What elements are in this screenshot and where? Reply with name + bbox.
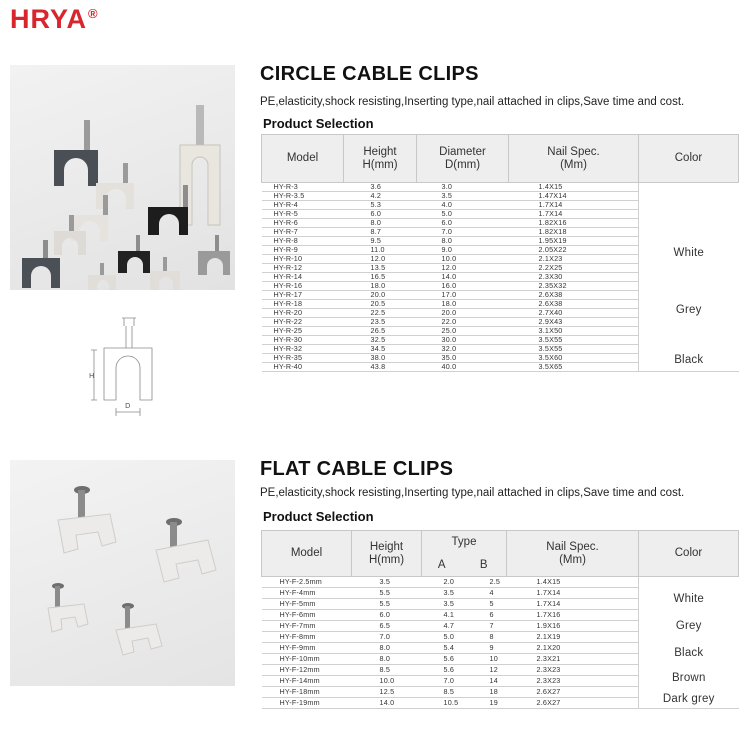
height-cell: 23.5 [344,318,417,327]
height-cell: 38.0 [344,354,417,363]
type-b-cell: 19 [462,698,507,709]
nail-spec-cell: 2.3X23 [507,676,639,687]
color-option: Dark grey [662,693,715,705]
flat-col-height [352,531,422,577]
flat-section-title: FLAT CABLE CLIPS [260,458,454,480]
type-a-cell: 7.0 [422,676,462,687]
diameter-cell: 20.0 [417,309,509,318]
nail-spec-cell: 2.3X23 [507,665,639,676]
flat-clip-1 [58,486,116,553]
type-b-cell: 7 [462,621,507,632]
height-cell: 34.5 [344,345,417,354]
nail-spec-cell: 2.3X30 [509,273,639,282]
col-diameter-line1: Diameter [439,145,486,158]
nail-spec-cell: 1.9X16 [507,621,639,632]
model-cell: HY-R-3 [262,183,344,192]
color-option: White [673,593,704,605]
height-cell: 20.0 [344,291,417,300]
nail-spec-cell: 2.9X43 [509,318,639,327]
height-cell: 26.5 [344,327,417,336]
diameter-cell: 3.0 [417,183,509,192]
diameter-cell: 40.0 [417,363,509,372]
model-cell: HY-F-10mm [262,654,352,665]
diameter-cell: 9.0 [417,246,509,255]
model-cell: HY-F-8mm [262,632,352,643]
height-cell: 8.5 [352,665,422,676]
nail-spec-cell: 1.7X14 [509,201,639,210]
height-cell: 11.0 [344,246,417,255]
height-cell: 8.0 [344,219,417,228]
flat-spec-table [261,530,739,709]
model-cell: HY-R-35 [262,354,344,363]
nail-spec-cell: 1.4X15 [509,183,639,192]
grey-clip-right [198,235,230,275]
diameter-cell: 12.0 [417,264,509,273]
color-option: White [673,247,704,259]
diameter-cell: 22.0 [417,318,509,327]
flat-selection-label: Product Selection [263,509,374,524]
white-clip-bottom [150,257,180,290]
col-nail-line2: (Mm) [560,158,587,171]
flat-col-type: Type [422,531,507,555]
type-a-cell: 2.0 [422,577,462,588]
type-a-cell: 3.5 [422,588,462,599]
col-color: Color [639,135,739,183]
nail-spec-cell: 3.5X65 [509,363,639,372]
model-cell: HY-R-17 [262,291,344,300]
circle-spec-table [261,134,739,372]
nail-spec-cell: 2.1X20 [507,643,639,654]
height-cell: 12.0 [344,255,417,264]
diameter-cell: 14.0 [417,273,509,282]
model-cell: HY-F-2.5mm [262,577,352,588]
flat-description: PE,elasticity,shock resisting,Inserting type,nail attached in clips,Save time and cost. [260,487,685,499]
nail-spec-cell: 1.82X18 [509,228,639,237]
model-cell: HY-R-20 [262,309,344,318]
model-cell: HY-R-4 [262,201,344,210]
nail-spec-cell: 2.7X40 [509,309,639,318]
circle-clips-illustration [10,65,235,290]
height-cell: 3.6 [344,183,417,192]
type-a-cell: 4.1 [422,610,462,621]
color-option: Black [674,647,704,659]
model-cell: HY-R-5 [262,210,344,219]
height-cell: 5.3 [344,201,417,210]
nail-spec-cell: 2.1X19 [507,632,639,643]
model-cell: HY-R-3.5 [262,192,344,201]
type-a-cell: 5.4 [422,643,462,654]
model-cell: HY-R-30 [262,336,344,345]
diameter-cell: 5.0 [417,210,509,219]
nail-spec-cell: 3.5X60 [509,354,639,363]
model-cell: HY-R-32 [262,345,344,354]
diameter-cell: 35.0 [417,354,509,363]
nail-spec-cell: 1.7X14 [507,599,639,610]
model-cell: HY-R-9 [262,246,344,255]
nail-spec-cell: 1.95X19 [509,237,639,246]
circle-selection-label: Product Selection [263,116,374,131]
type-b-cell: 8 [462,632,507,643]
height-cell: 16.5 [344,273,417,282]
nail-spec-cell: 2.6X38 [509,300,639,309]
color-option: Black [674,354,704,366]
model-cell: HY-F-9mm [262,643,352,654]
height-cell: 20.5 [344,300,417,309]
nail-spec-cell: 1.47X14 [509,192,639,201]
circle-clips-photo [10,65,235,290]
dimension-h-label: H [89,372,95,380]
black-clip-small [118,235,150,273]
color-option: Grey [675,620,702,632]
color-option: Grey [675,304,702,316]
type-a-cell: 4.7 [422,621,462,632]
nail-spec-cell: 2.3X21 [507,654,639,665]
model-cell: HY-F-18mm [262,687,352,698]
diameter-cell: 17.0 [417,291,509,300]
model-cell: HY-R-18 [262,300,344,309]
nail-spec-cell: 1.4X15 [507,577,639,588]
type-a-cell: 10.5 [422,698,462,709]
height-cell: 22.5 [344,309,417,318]
type-a-cell: 8.5 [422,687,462,698]
type-a-cell: 3.5 [422,599,462,610]
height-cell: 6.5 [352,621,422,632]
model-cell: HY-F-19mm [262,698,352,709]
nail-spec-cell: 2.6X38 [509,291,639,300]
circle-color-cell [639,183,739,372]
model-cell: HY-R-25 [262,327,344,336]
height-cell: 10.0 [352,676,422,687]
circle-clip-dimension-diagram [80,308,180,420]
type-b-cell: 2.5 [462,577,507,588]
type-b-cell: 5 [462,599,507,610]
type-b-cell: 6 [462,610,507,621]
white-clip-1 [96,163,134,209]
white-clip-bottom-left [88,263,116,290]
registered-mark: ® [88,6,99,21]
height-cell: 4.2 [344,192,417,201]
flat-clips-photo [10,460,235,686]
flat-clip-2 [156,518,216,582]
flat-col-height-line1: Height [369,540,404,553]
nail-spec-cell: 2.2X25 [509,264,639,273]
nail-spec-cell: 3.5X55 [509,345,639,354]
nail-spec-cell: 1.7X16 [507,610,639,621]
height-cell: 8.7 [344,228,417,237]
height-cell: 18.0 [344,282,417,291]
nail-spec-cell: 2.35X32 [509,282,639,291]
type-a-cell: 5.0 [422,632,462,643]
nail-spec-cell: 2.1X23 [509,255,639,264]
type-b-cell: 4 [462,588,507,599]
nail-spec-cell: 3.5X55 [509,336,639,345]
diameter-cell: 4.0 [417,201,509,210]
model-cell: HY-F-12mm [262,665,352,676]
model-cell: HY-R-8 [262,237,344,246]
model-cell: HY-F-6mm [262,610,352,621]
nail-spec-cell: 1.82X16 [509,219,639,228]
height-cell: 14.0 [352,698,422,709]
height-cell: 32.5 [344,336,417,345]
flat-col-type-b: B [462,555,507,577]
col-diameter [417,135,509,183]
height-cell: 5.5 [352,599,422,610]
model-cell: HY-R-6 [262,219,344,228]
diameter-cell: 25.0 [417,327,509,336]
col-height-line2: H(mm) [362,158,398,171]
color-option: Brown [671,672,706,684]
model-cell: HY-R-10 [262,255,344,264]
diameter-cell: 6.0 [417,219,509,228]
flat-table-body [262,577,739,709]
type-b-cell: 14 [462,676,507,687]
grey-clip-large [54,120,98,186]
diameter-cell: 30.0 [417,336,509,345]
type-b-cell: 9 [462,643,507,654]
type-b-cell: 10 [462,654,507,665]
nail-spec-cell: 1.7X14 [507,588,639,599]
model-cell: HY-F-14mm [262,676,352,687]
type-b-cell: 18 [462,687,507,698]
brand-logo [10,4,98,35]
height-cell: 12.5 [352,687,422,698]
height-cell: 7.0 [352,632,422,643]
nail-spec-cell: 2.6X27 [507,698,639,709]
col-nail-spec [509,135,639,183]
dimension-d-label: D [125,402,131,410]
diameter-cell: 8.0 [417,237,509,246]
flat-col-nail-line1: Nail Spec. [546,540,599,553]
flat-col-color: Color [639,531,739,577]
nail-spec-cell: 3.1X50 [509,327,639,336]
model-cell: HY-R-22 [262,318,344,327]
model-cell: HY-F-4mm [262,588,352,599]
height-cell: 13.5 [344,264,417,273]
circle-section-title: CIRCLE CABLE CLIPS [260,63,479,85]
col-nail-line1: Nail Spec. [547,145,600,158]
col-model: Model [262,135,344,183]
height-cell: 8.0 [352,654,422,665]
flat-col-type-a: A [422,555,462,577]
height-cell: 9.5 [344,237,417,246]
circle-table-row [262,183,739,192]
diameter-cell: 3.5 [417,192,509,201]
diameter-cell: 7.0 [417,228,509,237]
type-a-cell: 5.6 [422,654,462,665]
flat-table-row [262,577,739,588]
flat-col-model: Model [262,531,352,577]
model-cell: HY-F-7mm [262,621,352,632]
circle-description: PE,elasticity,shock resisting,Inserting type,nail attached in clips,Save time and cost. [260,96,685,108]
col-height [344,135,417,183]
model-cell: HY-F-5mm [262,599,352,610]
flat-clip-4 [116,603,162,655]
diameter-cell: 10.0 [417,255,509,264]
model-cell: HY-R-7 [262,228,344,237]
model-cell: HY-R-40 [262,363,344,372]
col-diameter-line2: D(mm) [444,158,481,171]
height-cell: 8.0 [352,643,422,654]
type-a-cell: 5.6 [422,665,462,676]
height-cell: 6.0 [344,210,417,219]
type-b-cell: 12 [462,665,507,676]
model-cell: HY-R-12 [262,264,344,273]
diameter-cell: 18.0 [417,300,509,309]
height-cell: 6.0 [352,610,422,621]
brand-name: HRYA [10,4,88,34]
flat-clips-illustration [10,460,235,686]
diameter-cell: 32.0 [417,345,509,354]
flat-col-nail-spec [507,531,639,577]
height-cell: 5.5 [352,588,422,599]
col-height-line1: Height [363,145,397,158]
height-cell: 3.5 [352,577,422,588]
nail-spec-cell: 2.6X27 [507,687,639,698]
flat-color-cell [639,577,739,709]
flat-col-nail-line2: (Mm) [559,553,586,566]
diameter-cell: 16.0 [417,282,509,291]
nail-spec-cell: 1.7X14 [509,210,639,219]
model-cell: HY-R-16 [262,282,344,291]
circle-table-body [262,183,739,372]
height-cell: 43.8 [344,363,417,372]
flat-col-height-line2: H(mm) [368,553,405,566]
flat-clip-3 [48,583,88,632]
nail-spec-cell: 2.05X22 [509,246,639,255]
model-cell: HY-R-14 [262,273,344,282]
